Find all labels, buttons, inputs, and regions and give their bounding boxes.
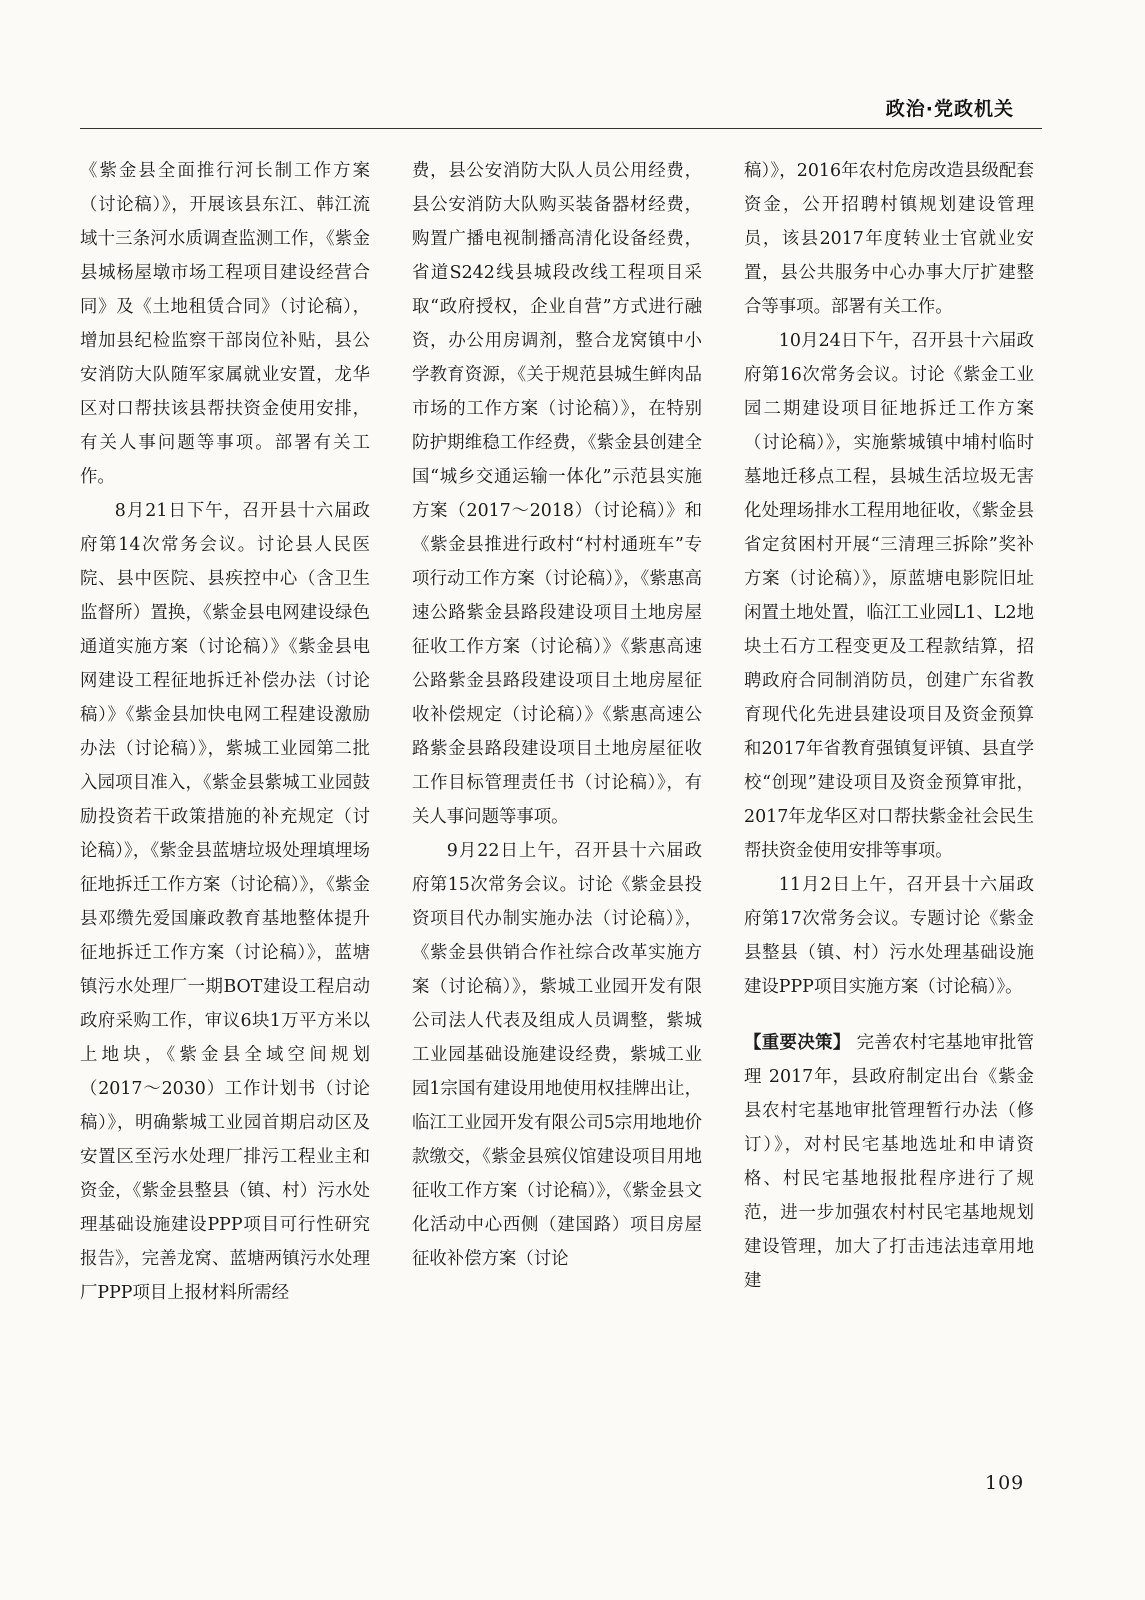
text-column-2 bbox=[412, 154, 702, 1276]
paragraph: 8月21日下午，召开县十六届政府第14次常务会议。讨论县人民医院、县中医院、县疾控中心（含卫生监督所）置换，《紫金县电网建设绿色通道实施方案（讨论稿）》《紫金县电网建设工程征地拆迁补偿办法（讨论稿）》《紫金县加快电网工程建设激励办法（讨论稿）》，紫城工业园第二批入园项目准入，《紫金县紫城工业园鼓励投资若干政策措施的补充规定（讨论稿）》，《紫金县蓝塘垃圾处理填埋场征地拆迁工作方案（讨论稿）》，《紫金县邓缵先爱国廉政教育基地整体提升征地拆迁工作方案（讨论稿）》，蓝塘镇污水处理厂一期BOT建设工程启动政府采购工作，审议6块1万平方米以上地块，《紫金县全域空间规划（2017～2030）工作计划书（讨论稿）》，明确紫城工业园首期启动区及安置区至污水处理厂排污工程业主和资金，《紫金县整县（镇、村）污水处理基础设施建设PPP项目可行性研究报告》，完善龙窝、蓝塘两镇污水处理厂PPP项目上报材料所需经 bbox=[80, 501, 370, 1303]
text-column-3 bbox=[744, 154, 1034, 1298]
page-number: 109 bbox=[985, 1472, 1025, 1494]
decision-keyword: 【重要决策】 bbox=[744, 1033, 851, 1053]
decision-text: 完善农村宅基地审批管理 2017年，县政府制定出台《紫金县农村宅基地审批管理暂行办法（修订）》，对村民宅基地选址和申请资格、村民宅基地报批程序进行了规范，进一步加强农村村民宅基地规划建设管理，加大了打击违法违章用地建 bbox=[744, 1033, 1034, 1291]
text-column-1 bbox=[80, 154, 370, 1310]
paragraph: 《紫金县全面推行河长制工作方案（讨论稿）》，开展该县东江、韩江流域十三条河水质调查监测工作，《紫金县城杨屋墩市场工程项目建设经营合同》及《土地租赁合同》（讨论稿），增加县纪检监察干部岗位补贴，县公安消防大队随军家属就业安置，龙华区对口帮扶该县帮扶资金使用安排，有关人事问题等事项。部署有关工作。 bbox=[80, 161, 370, 487]
paragraph: 10月24日下午，召开县十六届政府第16次常务会议。讨论《紫金工业园二期建设项目征地拆迁工作方案（讨论稿）》，实施紫城镇中埔村临时墓地迁移点工程，县城生活垃圾无害化处理场排水工程用地征收，《紫金县省定贫困村开展“三清理三拆除”奖补方案（讨论稿）》，原蓝塘电影院旧址闲置土地处置，临江工业园L1、L2地块土石方工程变更及工程款结算，招聘政府合同制消防员，创建广东省教育现代化先进县建设项目及资金预算和2017年省教育强镇复评镇、县直学校“创现”建设项目及资金预算审批，2017年龙华区对口帮扶紫金社会民生帮扶资金使用安排等事项。 bbox=[744, 331, 1034, 861]
important-decision-paragraph bbox=[744, 1026, 1034, 1298]
paragraph: 费，县公安消防大队人员公用经费，县公安消防大队购买装备器材经费，购置广播电视制播高清化设备经费，省道S242线县城段改线工程项目采取“政府授权，企业自营”方式进行融资，办公用房调剂，整合龙窝镇中小学教育资源，《关于规范县城生鲜肉品市场的工作方案（讨论稿）》，在特别防护期维稳工作经费，《紫金县创建全国“城乡交通运输一体化”示范县实施方案（2017～2018）（讨论稿）》和《紫金县推进行政村“村村通班车”专项行动工作方案（讨论稿）》，《紫惠高速公路紫金县路段建设项目土地房屋征收工作方案（讨论稿）》《紫惠高速公路紫金县路段建设项目土地房屋征收补偿规定（讨论稿）》《紫惠高速公路紫金县路段建设项目土地房屋征收工作目标管理责任书（讨论稿）》，有关人事问题等事项。 bbox=[412, 161, 702, 827]
paragraph: 9月22日上午，召开县十六届政府第15次常务会议。讨论《紫金县投资项目代办制实施办法（讨论稿）》，《紫金县供销合作社综合改革实施方案（讨论稿）》，紫城工业园开发有限公司法人代表及组成人员调整，紫城工业园基础设施建设经费，紫城工业园1宗国有建设用地使用权挂牌出让，临江工业园开发有限公司5宗用地地价款缴交，《紫金县殡仪馆建设项目用地征收工作方案（讨论稿）》，《紫金县文化活动中心西侧（建国路）项目房屋征收补偿方案（讨论 bbox=[412, 841, 702, 1269]
paragraph: 稿）》，2016年农村危房改造县级配套资金，公开招聘村镇规划建设管理员，该县2017年度转业士官就业安置，县公共服务中心办事大厅扩建整合等事项。部署有关工作。 bbox=[744, 161, 1034, 317]
paragraph: 11月2日上午，召开县十六届政府第17次常务会议。专题讨论《紫金县整县（镇、村）污水处理基础设施建设PPP项目实施方案（讨论稿）》。 bbox=[744, 875, 1034, 997]
running-header bbox=[80, 92, 1042, 129]
section-label: 政治·党政机关 bbox=[885, 98, 1014, 120]
